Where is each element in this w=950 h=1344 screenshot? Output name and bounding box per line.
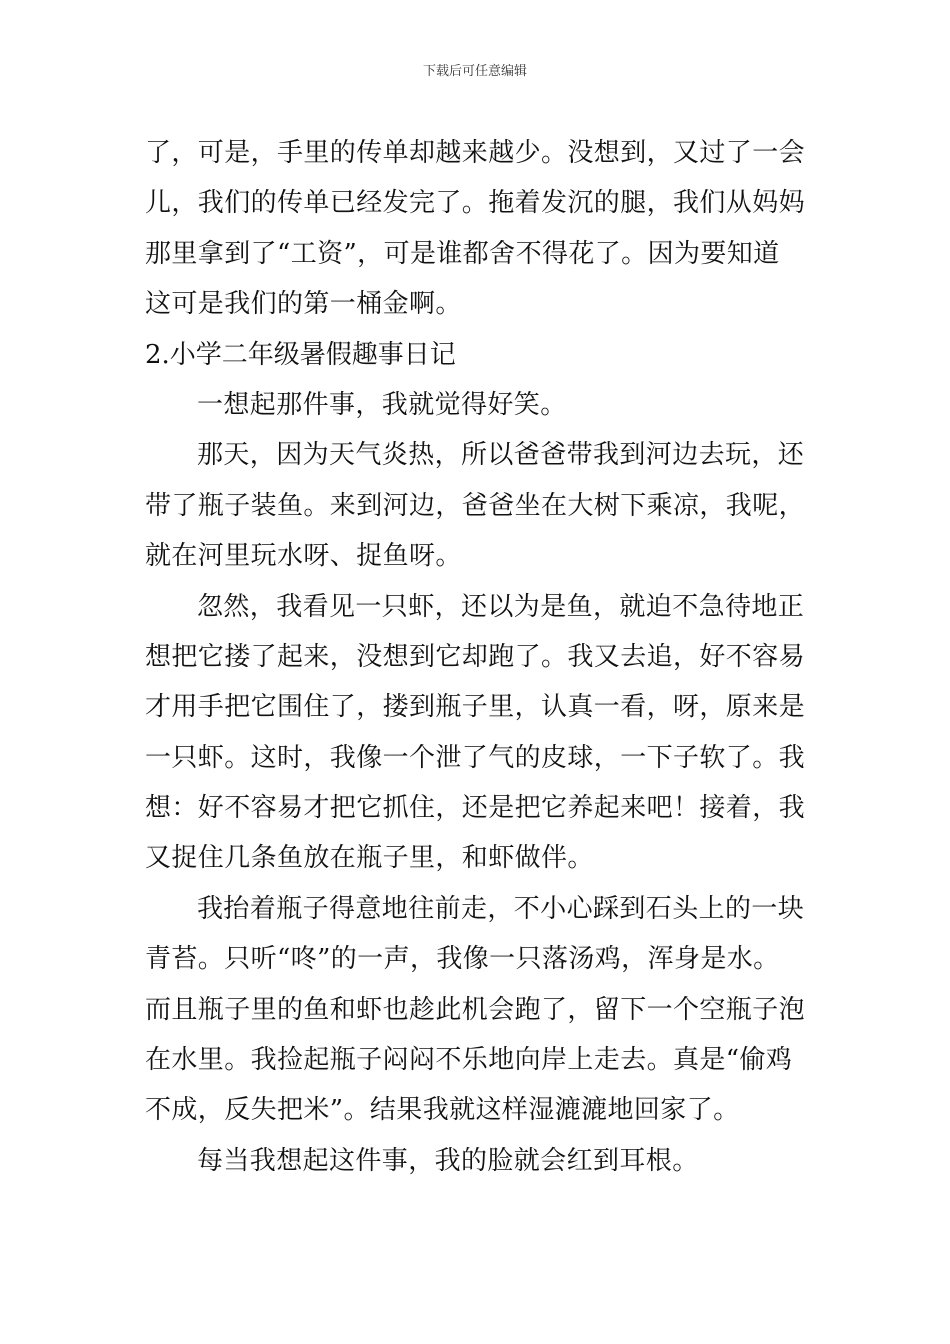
paragraph-first-line: 那天，因为天气炎热，所以爸爸带我到河边去玩，还 — [197, 440, 805, 471]
text-line: 而且瓶子里的鱼和虾也趁此机会跑了，留下一个空瓶子泡 — [145, 994, 806, 1025]
paragraph-first-line: 一想起那件事，我就觉得好笑。 — [197, 389, 567, 420]
text-line: 那里拿到了“工资”，可是谁都舍不得花了。因为要知道 — [145, 238, 780, 269]
text-line: 才用手把它围住了，搂到瓶子里，认真一看，呀，原来是 — [145, 692, 806, 723]
section-heading: 2.小学二年级暑假趣事日记 — [145, 339, 456, 370]
text-line: 又捉住几条鱼放在瓶子里，和虾做伴。 — [145, 843, 594, 874]
text-line: 带了瓶子装鱼。来到河边，爸爸坐在大树下乘凉，我呢， — [145, 490, 806, 521]
text-line: 了，可是，手里的传单却越来越少。没想到，又过了一会 — [145, 138, 806, 168]
text-line: 一只虾。这时，我像一个泄了气的皮球，一下子软了。我 — [145, 742, 806, 773]
page-header-note: 下载后可任意编辑 — [422, 64, 527, 79]
text-line: 儿，我们的传单已经发完了。拖着发沉的腿，我们从妈妈 — [145, 188, 806, 219]
text-line: 就在河里玩水呀、捉鱼呀。 — [145, 541, 462, 572]
paragraph-first-line: 每当我想起这件事，我的脸就会红到耳根。 — [197, 1145, 699, 1176]
text-line: 不成，反失把米”。结果我就这样湿漉漉地回家了。 — [145, 1095, 740, 1126]
text-line: 在水里。我捡起瓶子闷闷不乐地向岸上走去。真是“偷鸡 — [145, 1045, 793, 1076]
paragraph-first-line: 我抬着瓶子得意地往前走，不小心踩到石头上的一块 — [197, 893, 805, 924]
document-body — [145, 128, 810, 1186]
paragraph-first-line: 忽然，我看见一只虾，还以为是鱼，就迫不急待地正 — [197, 591, 805, 622]
text-line: 这可是我们的第一桶金啊。 — [145, 289, 462, 320]
text-line: 青苔。只听“咚”的一声，我像一只落汤鸡，浑身是水。 — [145, 944, 780, 975]
text-line: 想把它搂了起来，没想到它却跑了。我又去追，好不容易 — [145, 641, 806, 672]
text-line: 想：好不容易才把它抓住，还是把它养起来吧！接着，我 — [145, 793, 806, 824]
